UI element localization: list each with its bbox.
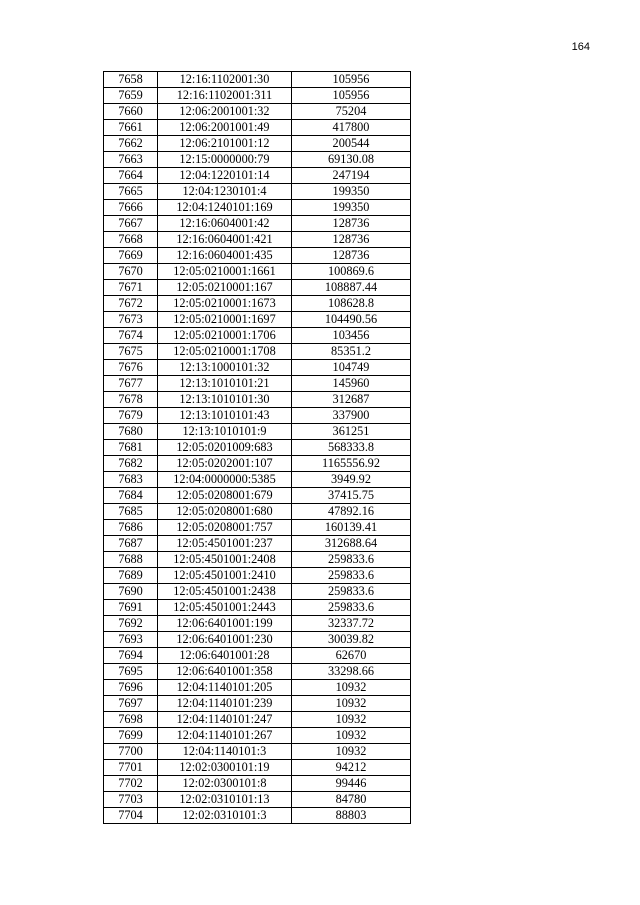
row-number-cell: 7679	[104, 408, 158, 424]
value-cell: 199350	[292, 184, 411, 200]
value-cell: 145960	[292, 376, 411, 392]
value-cell: 75204	[292, 104, 411, 120]
cadastral-number-cell: 12:05:4501001:2408	[158, 552, 292, 568]
cadastral-number-cell: 12:04:1140101:239	[158, 696, 292, 712]
cadastral-number-cell: 12:05:0210001:1697	[158, 312, 292, 328]
row-number-cell: 7673	[104, 312, 158, 328]
value-cell: 160139.41	[292, 520, 411, 536]
row-number-cell: 7670	[104, 264, 158, 280]
row-number-cell: 7684	[104, 488, 158, 504]
cadastral-number-cell: 12:04:1140101:205	[158, 680, 292, 696]
value-cell: 94212	[292, 760, 411, 776]
table-row	[104, 536, 411, 552]
table-row	[104, 664, 411, 680]
value-cell: 32337.72	[292, 616, 411, 632]
table-row	[104, 168, 411, 184]
table-row	[104, 232, 411, 248]
row-number-cell: 7674	[104, 328, 158, 344]
cadastral-number-cell: 12:02:0310101:3	[158, 808, 292, 824]
value-cell: 337900	[292, 408, 411, 424]
row-number-cell: 7666	[104, 200, 158, 216]
value-cell: 10932	[292, 744, 411, 760]
value-cell: 1165556.92	[292, 456, 411, 472]
value-cell: 361251	[292, 424, 411, 440]
value-cell: 108628.8	[292, 296, 411, 312]
value-cell: 259833.6	[292, 600, 411, 616]
table-row	[104, 72, 411, 88]
cadastral-number-cell: 12:16:1102001:311	[158, 88, 292, 104]
table-row	[104, 520, 411, 536]
table-row	[104, 648, 411, 664]
value-cell: 259833.6	[292, 568, 411, 584]
table-row	[104, 712, 411, 728]
value-cell: 568333.8	[292, 440, 411, 456]
cadastral-number-cell: 12:16:0604001:421	[158, 232, 292, 248]
cadastral-number-cell: 12:05:0210001:1661	[158, 264, 292, 280]
value-cell: 200544	[292, 136, 411, 152]
row-number-cell: 7693	[104, 632, 158, 648]
value-cell: 312688.64	[292, 536, 411, 552]
cadastral-number-cell: 12:13:1000101:32	[158, 360, 292, 376]
row-number-cell: 7682	[104, 456, 158, 472]
row-number-cell: 7665	[104, 184, 158, 200]
cadastral-number-cell: 12:02:0300101:8	[158, 776, 292, 792]
cadastral-number-cell: 12:05:4501001:2410	[158, 568, 292, 584]
cadastral-number-cell: 12:02:0300101:19	[158, 760, 292, 776]
value-cell: 10932	[292, 712, 411, 728]
value-cell: 108887.44	[292, 280, 411, 296]
cadastral-number-cell: 12:05:0208001:680	[158, 504, 292, 520]
cadastral-number-cell: 12:05:0202001:107	[158, 456, 292, 472]
table-row	[104, 472, 411, 488]
table-row	[104, 504, 411, 520]
cadastral-number-cell: 12:04:1220101:14	[158, 168, 292, 184]
row-number-cell: 7686	[104, 520, 158, 536]
value-cell: 10932	[292, 680, 411, 696]
table-row	[104, 808, 411, 824]
table-row	[104, 312, 411, 328]
cadastral-number-cell: 12:05:0210001:1673	[158, 296, 292, 312]
value-cell: 47892.16	[292, 504, 411, 520]
cadastral-number-cell: 12:05:4501001:2438	[158, 584, 292, 600]
row-number-cell: 7663	[104, 152, 158, 168]
table-row	[104, 456, 411, 472]
value-cell: 259833.6	[292, 552, 411, 568]
cadastral-number-cell: 12:16:0604001:435	[158, 248, 292, 264]
table-row	[104, 360, 411, 376]
data-table	[103, 71, 411, 824]
row-number-cell: 7700	[104, 744, 158, 760]
table-row	[104, 136, 411, 152]
cadastral-number-cell: 12:05:0210001:1708	[158, 344, 292, 360]
row-number-cell: 7659	[104, 88, 158, 104]
row-number-cell: 7688	[104, 552, 158, 568]
table-row	[104, 184, 411, 200]
row-number-cell: 7691	[104, 600, 158, 616]
cadastral-number-cell: 12:06:6401001:28	[158, 648, 292, 664]
table-row	[104, 744, 411, 760]
value-cell: 128736	[292, 248, 411, 264]
table-row	[104, 328, 411, 344]
cadastral-number-cell: 12:04:1140101:3	[158, 744, 292, 760]
row-number-cell: 7701	[104, 760, 158, 776]
cadastral-number-cell: 12:04:1140101:247	[158, 712, 292, 728]
row-number-cell: 7703	[104, 792, 158, 808]
table-row	[104, 440, 411, 456]
row-number-cell: 7668	[104, 232, 158, 248]
table-row	[104, 408, 411, 424]
row-number-cell: 7687	[104, 536, 158, 552]
value-cell: 99446	[292, 776, 411, 792]
table-row	[104, 88, 411, 104]
table-row	[104, 728, 411, 744]
table-row	[104, 216, 411, 232]
table-row	[104, 344, 411, 360]
table-row	[104, 616, 411, 632]
cadastral-number-cell: 12:13:1010101:21	[158, 376, 292, 392]
cadastral-number-cell: 12:06:6401001:199	[158, 616, 292, 632]
table-row	[104, 488, 411, 504]
table-row	[104, 632, 411, 648]
table-row	[104, 248, 411, 264]
value-cell: 69130.08	[292, 152, 411, 168]
row-number-cell: 7675	[104, 344, 158, 360]
cadastral-number-cell: 12:04:1240101:169	[158, 200, 292, 216]
value-cell: 104749	[292, 360, 411, 376]
value-cell: 199350	[292, 200, 411, 216]
table-row	[104, 424, 411, 440]
value-cell: 3949.92	[292, 472, 411, 488]
row-number-cell: 7658	[104, 72, 158, 88]
row-number-cell: 7694	[104, 648, 158, 664]
cadastral-number-cell: 12:06:2101001:12	[158, 136, 292, 152]
cadastral-number-cell: 12:13:1010101:30	[158, 392, 292, 408]
cadastral-number-cell: 12:04:1230101:4	[158, 184, 292, 200]
value-cell: 62670	[292, 648, 411, 664]
cadastral-number-cell: 12:05:0210001:1706	[158, 328, 292, 344]
value-cell: 417800	[292, 120, 411, 136]
row-number-cell: 7661	[104, 120, 158, 136]
value-cell: 128736	[292, 232, 411, 248]
value-cell: 105956	[292, 72, 411, 88]
table-row	[104, 696, 411, 712]
table-row	[104, 200, 411, 216]
row-number-cell: 7664	[104, 168, 158, 184]
cadastral-number-cell: 12:05:0208001:679	[158, 488, 292, 504]
value-cell: 103456	[292, 328, 411, 344]
table-row	[104, 568, 411, 584]
table-row	[104, 280, 411, 296]
table-row	[104, 264, 411, 280]
row-number-cell: 7669	[104, 248, 158, 264]
cadastral-number-cell: 12:16:0604001:42	[158, 216, 292, 232]
row-number-cell: 7681	[104, 440, 158, 456]
row-number-cell: 7677	[104, 376, 158, 392]
table-row	[104, 776, 411, 792]
cadastral-number-cell: 12:05:4501001:2443	[158, 600, 292, 616]
value-cell: 104490.56	[292, 312, 411, 328]
cadastral-number-cell: 12:04:1140101:267	[158, 728, 292, 744]
cadastral-number-cell: 12:04:0000000:5385	[158, 472, 292, 488]
row-number-cell: 7667	[104, 216, 158, 232]
cadastral-number-cell: 12:13:1010101:43	[158, 408, 292, 424]
row-number-cell: 7676	[104, 360, 158, 376]
cadastral-number-cell: 12:13:1010101:9	[158, 424, 292, 440]
row-number-cell: 7692	[104, 616, 158, 632]
row-number-cell: 7671	[104, 280, 158, 296]
cadastral-number-cell: 12:06:6401001:358	[158, 664, 292, 680]
cadastral-number-cell: 12:02:0310101:13	[158, 792, 292, 808]
value-cell: 30039.82	[292, 632, 411, 648]
value-cell: 105956	[292, 88, 411, 104]
row-number-cell: 7678	[104, 392, 158, 408]
value-cell: 84780	[292, 792, 411, 808]
table-body	[104, 72, 411, 824]
value-cell: 10932	[292, 728, 411, 744]
cadastral-number-cell: 12:06:2001001:49	[158, 120, 292, 136]
row-number-cell: 7689	[104, 568, 158, 584]
value-cell: 100869.6	[292, 264, 411, 280]
cadastral-number-cell: 12:05:4501001:237	[158, 536, 292, 552]
cadastral-number-cell: 12:05:0208001:757	[158, 520, 292, 536]
table-row	[104, 584, 411, 600]
table-row	[104, 152, 411, 168]
value-cell: 259833.6	[292, 584, 411, 600]
table-row	[104, 104, 411, 120]
page-number: 164	[571, 41, 590, 53]
value-cell: 85351.2	[292, 344, 411, 360]
row-number-cell: 7685	[104, 504, 158, 520]
table-row	[104, 792, 411, 808]
row-number-cell: 7702	[104, 776, 158, 792]
value-cell: 128736	[292, 216, 411, 232]
row-number-cell: 7672	[104, 296, 158, 312]
cadastral-number-cell: 12:15:0000000:79	[158, 152, 292, 168]
row-number-cell: 7695	[104, 664, 158, 680]
row-number-cell: 7698	[104, 712, 158, 728]
row-number-cell: 7660	[104, 104, 158, 120]
row-number-cell: 7690	[104, 584, 158, 600]
value-cell: 37415.75	[292, 488, 411, 504]
cadastral-number-cell: 12:05:0201009:683	[158, 440, 292, 456]
cadastral-number-cell: 12:06:2001001:32	[158, 104, 292, 120]
table-row	[104, 296, 411, 312]
row-number-cell: 7704	[104, 808, 158, 824]
row-number-cell: 7696	[104, 680, 158, 696]
value-cell: 247194	[292, 168, 411, 184]
row-number-cell: 7697	[104, 696, 158, 712]
cadastral-number-cell: 12:06:6401001:230	[158, 632, 292, 648]
value-cell: 88803	[292, 808, 411, 824]
row-number-cell: 7699	[104, 728, 158, 744]
table-row	[104, 760, 411, 776]
cadastral-number-cell: 12:16:1102001:30	[158, 72, 292, 88]
table-row	[104, 552, 411, 568]
row-number-cell: 7683	[104, 472, 158, 488]
table-row	[104, 120, 411, 136]
cadastral-number-cell: 12:05:0210001:167	[158, 280, 292, 296]
row-number-cell: 7680	[104, 424, 158, 440]
table-row	[104, 680, 411, 696]
row-number-cell: 7662	[104, 136, 158, 152]
value-cell: 33298.66	[292, 664, 411, 680]
value-cell: 312687	[292, 392, 411, 408]
table-row	[104, 376, 411, 392]
table-row	[104, 600, 411, 616]
value-cell: 10932	[292, 696, 411, 712]
table-row	[104, 392, 411, 408]
